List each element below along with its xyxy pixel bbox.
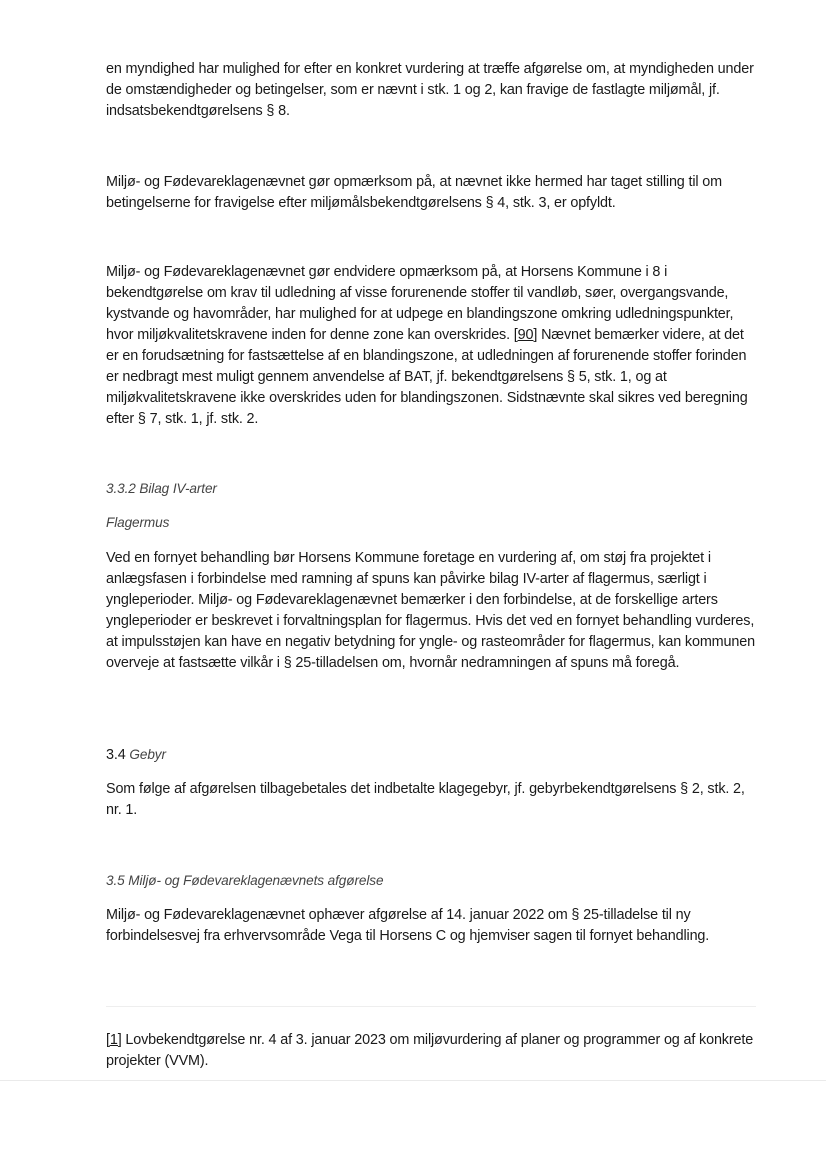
paragraph-gebyr: Som følge af afgørelsen tilbagebetales det indbetalte klagegebyr, jf. gebyrbekendtgørelsens § 2, stk. 2, nr. 1. (106, 781, 745, 818)
section-heading-3-4 (106, 745, 166, 765)
paragraph-opmaerksom: Miljø- og Fødevareklagenævnet gør opmærksom på, at nævnet ikke hermed har taget stilling til om betingelserne for fravigelse efter miljømålsbekendtgørelsens § 4, stk. 3, er opfyldt. (106, 174, 722, 211)
section-heading-3-5: 3.5 Miljø- og Fødevareklagenævnets afgørelse (106, 873, 384, 888)
paragraph-afgoerelse: Miljø- og Fødevareklagenævnet ophæver afgørelse af 14. januar 2022 om § 25-tilladelse til ny forbindelsesvej fra erhvervsområde Vega til Horsens C og hjemviser sagen til fornyet behandling. (106, 907, 710, 944)
section-heading-3-3-2: 3.3.2 Bilag IV-arter (106, 481, 217, 496)
footnote-ref-1[interactable]: [1] (106, 1032, 122, 1048)
section-title: Gebyr (129, 747, 166, 762)
footnote-separator (106, 1006, 756, 1007)
section-number: 3.4 (106, 747, 126, 763)
footnote-1 (106, 1030, 756, 1072)
footnote-ref-90[interactable]: [90] (513, 327, 538, 343)
subheading-flagermus: Flagermus (106, 515, 170, 530)
paragraph-text: Miljø- og Fødevareklagenævnet gør endvidere opmærksom på, at Horsens Kommune i 8 i bekendtgørelse om krav til udledning af visse forurenende stoffer til vandløb, søer, overgangsvande, kystvande og havområder, har mulighed for at udpege en blandingszone omkring udledningspunkter, hvor miljøkvalitetskravene inden for denne zone kan overskrides. (106, 264, 734, 343)
paragraph-blandingszone (106, 262, 756, 430)
paragraph-text: Nævnet bemærker videre, at det er en forudsætning for fastsættelse af en blandingszone, at udledningen af forurenende stoffer forinden er nedbragt mest muligt gennem anvendelse af BAT, jf. bekendtgørelsens § 5, stk. 1, og at miljøkvalitetskravene ikke overskrides uden for blandingszonen. Sidstnævnte skal sikres ved beregning efter § 7, stk. 1, jf. stk. 2. (106, 327, 748, 427)
paragraph-flagermus: Ved en fornyet behandling bør Horsens Kommune foretage en vurdering af, om støj fra projektet i anlægsfasen i forbindelse med ramning af spuns kan påvirke bilag IV-arter af flagermus, særligt i yngleperioder. Miljø- og Fødevareklagenævnet bemærker i den forbindelse, at de forskellige arters yngleperioder er beskrevet i forvaltningsplan for flagermus. Hvis det ved en fornyet behandling vurderes, at impulsstøjen kan have en negativ betydning for yngle- og rasteområder for flagermus, kan kommunen overveje at fastsætte vilkår i § 25-tilladelsen om, hvornår nedramningen af spuns må foregå. (106, 550, 755, 671)
paragraph-fravigelse: en myndighed har mulighed for efter en konkret vurdering at træffe afgørelse om, at myndigheden under de omstændigheder og betingelser, som er nævnt i stk. 1 og 2, kan fravige de fastlagte miljømål, jf. indsatsbekendtgørelsens § 8. (106, 61, 754, 119)
scan-line (0, 1080, 826, 1081)
footnote-text: Lovbekendtgørelse nr. 4 af 3. januar 2023 om miljøvurdering af planer og programmer og af konkrete projekter (VVM). (106, 1032, 754, 1069)
